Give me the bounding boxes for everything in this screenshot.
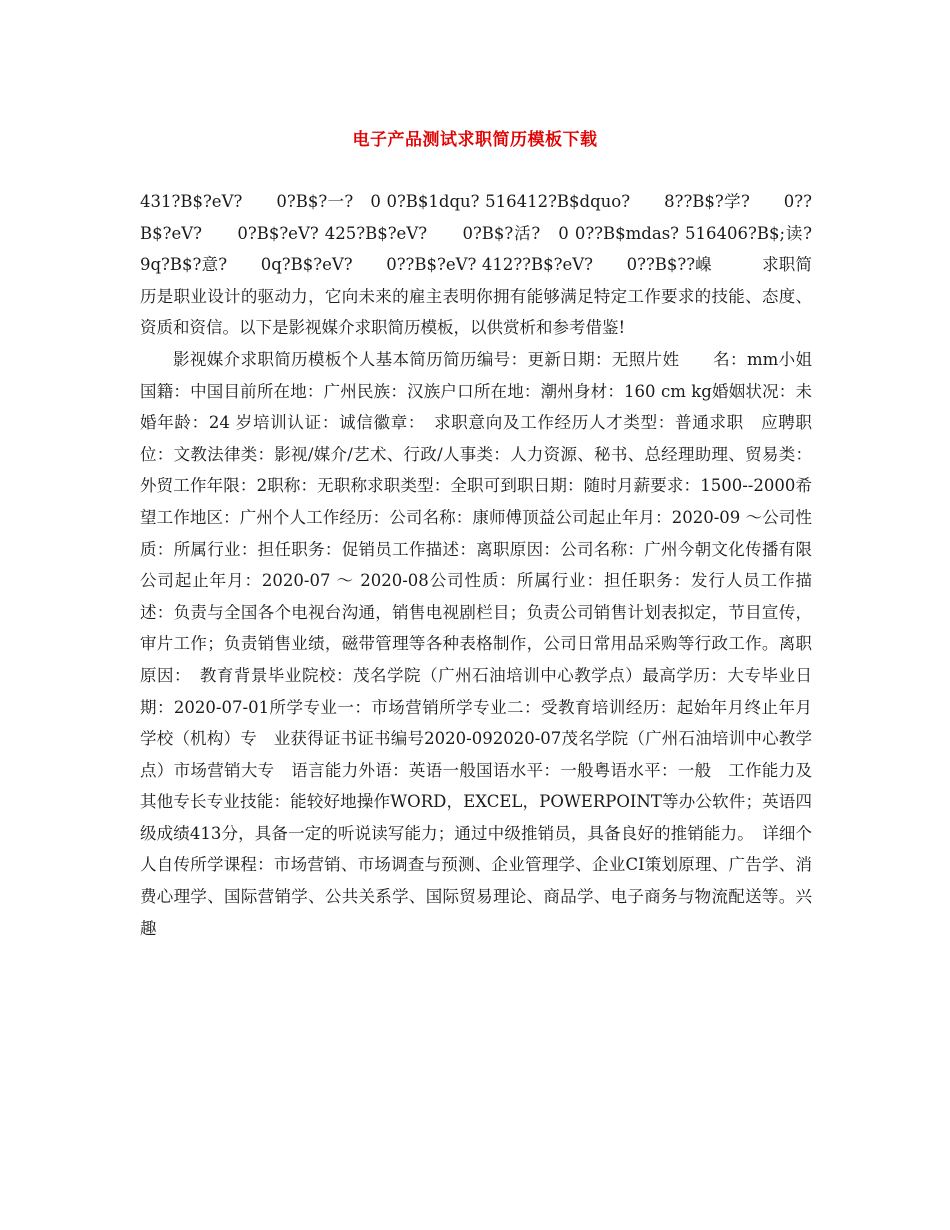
document-title: 电子产品测试求职简历模板下载 — [352, 130, 598, 150]
paragraph-resume: 影视媒介求职简历模板个人基本简历简历编号：更新日期：无照片姓 名：mm小姐国籍：中国目前所在地：广州民族：汉族户口所在地：潮州身材：160 cm kg婚姻状况：未婚年龄：24 岁培训认证：诚信徽章： 求职意向及工作经历人才类型：普通求职 应聘职位：文教法律类：影视/媒介/艺术、行政/人事类：人力资源、秘书、总经理助理、贸易类：外贸工作年限：2职称：无职称求职类型：全职可到职日期：随时月薪要求：1500--2000希望工作地区：广州个人工作经历：公司名称：康师傅顶益公司起止年月：2020-09 ～公司性质：所属行业：担任职务：促销员工作描述：离职原因：公司名称：广州今朝文化传播有限公司起止年月：2020-07 ～ 2020-08公司性质：所属行业：担任职务：发行人员工作描述：负责与全国各个电视台沟通，销售电视剧栏目；负责公司销售计划表拟定，节目宣传，审片工作；负责销售业绩，磁带管理等各种表格制作，公司日常用品采购等行政工作。离职原因： 教育背景毕业院校：茂名学院（广州石油培训中心教学点）最高学历：大专毕业日期：2020-07-01所学专业一：市场营销所学专业二：受教育培训经历：起始年月终止年月学校（机构）专 业获得证书证书编号2020-092020-07茂名学院（广州石油培训中心教学点）市场营销大专 语言能力外语：英语一般国语水平：一般粤语水平：一般 工作能力及其他专长专业技能：能较好地操作WORD，EXCEL，POWERPOINT等办公软件；英语四级成绩413分，具备一定的听说读写能力；通过中级推销员，具备良好的推销能力。 详细个人自传所学课程：市场营销、市场调查与预测、企业管理学、企业CI策划原理、广告学、消费心理学、国际营销学、公共关系学、国际贸易理论、商品学、电子商务与物流配送等。兴趣 — [140, 349, 812, 938]
document-body — [140, 186, 845, 944]
paragraph-intro: 431?B$?eV? 0?B$?一? 0 0?B$1dqu? 516412?B$dquo? 8??B$?学? 0??B$?eV? 0?B$?eV? 425?B$?eV? 0?B$?活? 0 0??B$mdas? 516406?B$;读? 9q?B$?意? 0q?B$?eV? 0??B$?eV? 412??B$?eV? 0??B$??嵲 求职简历是职业设计的驱动力，它向未来的雇主表明你拥有能够满足特定工作要求的技能、态度、资质和资信。以下是影视媒介求职简历模板，以供赏析和参考借鉴! — [140, 192, 845, 338]
